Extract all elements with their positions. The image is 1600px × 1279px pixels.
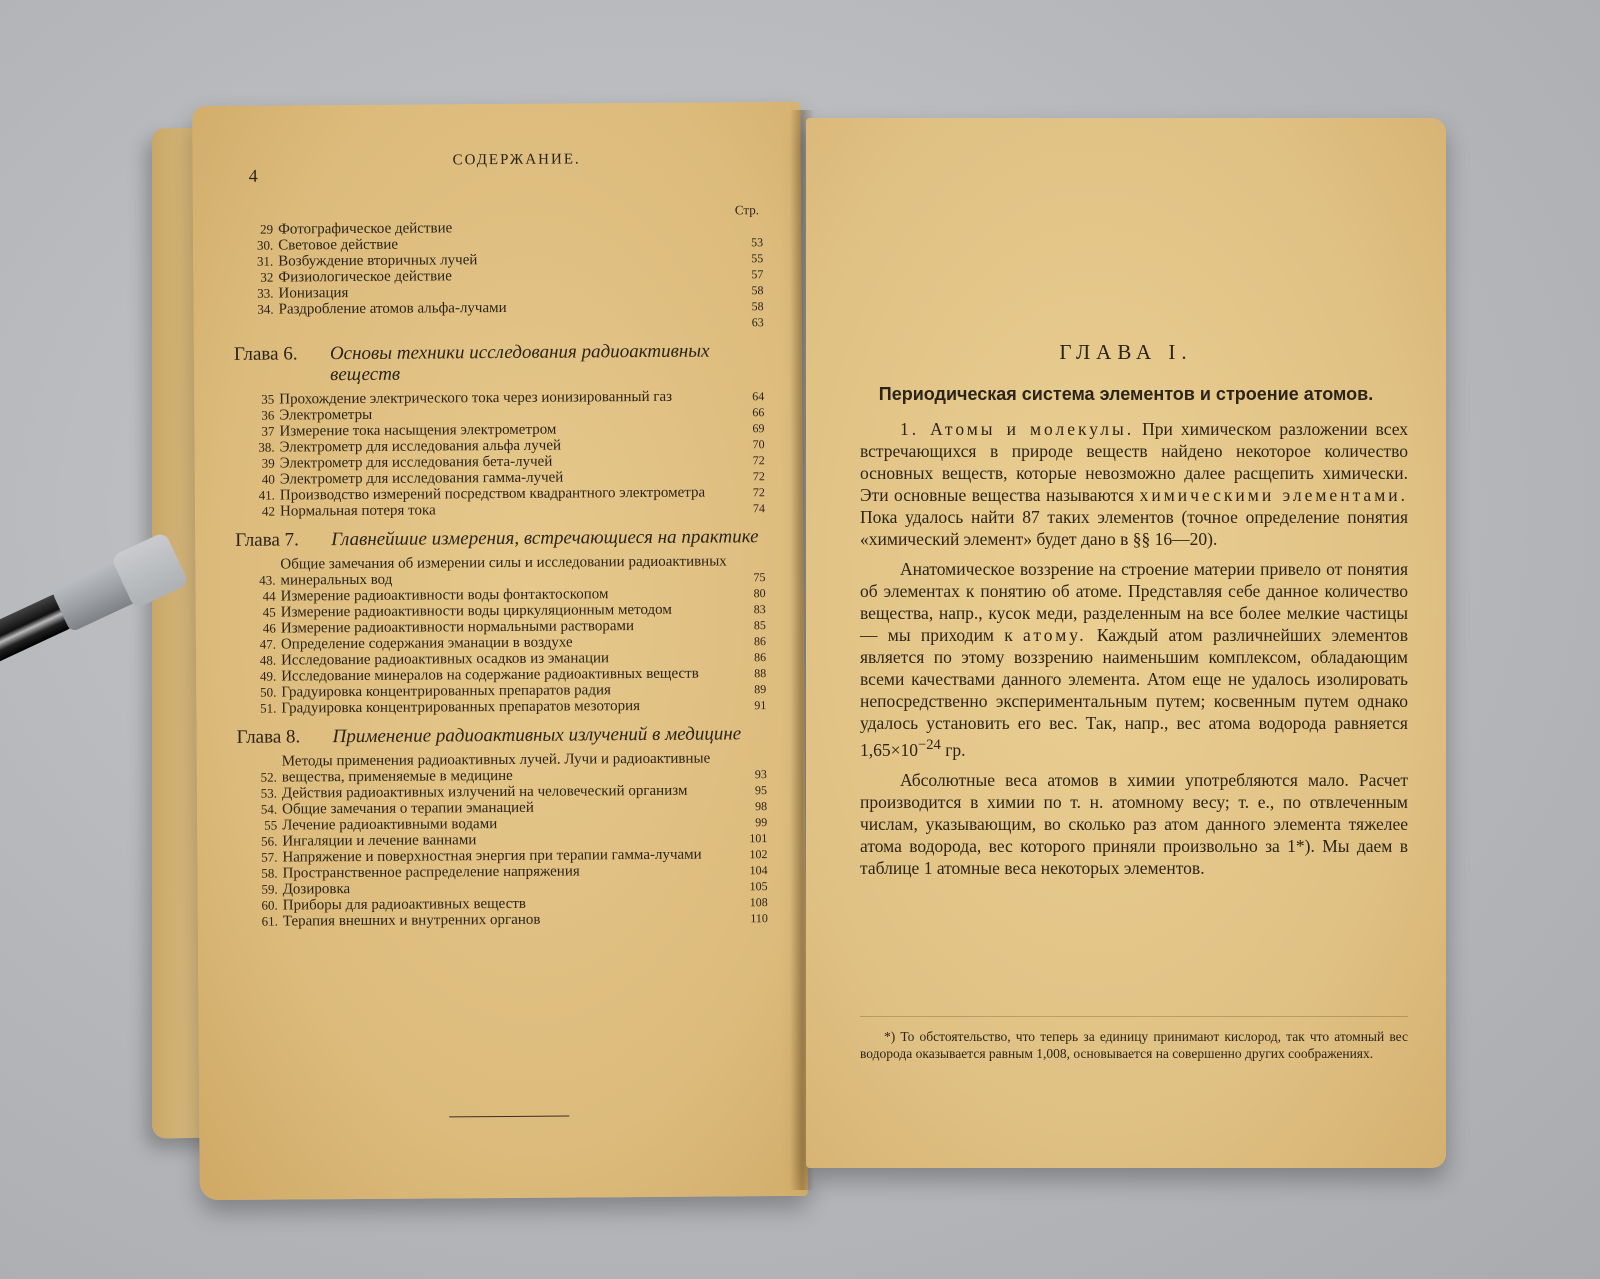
toc-item-title: Исследование радиоактивных осадков из эманации xyxy=(281,650,610,669)
toc-item-title: Общие замечания об измерении силы и исследовании радиоактивных минеральных вод xyxy=(280,553,727,589)
table-of-contents xyxy=(233,202,768,930)
toc-item-number: 31. xyxy=(256,253,274,269)
toc-item-number: 61. xyxy=(261,913,278,929)
toc-item-page: 72 xyxy=(752,469,765,484)
toc-item xyxy=(238,910,768,930)
toc-item-page: 70 xyxy=(752,437,765,452)
toc-item-page: 99 xyxy=(755,815,768,830)
toc-item-title: Измерение радиоактивности воды циркуляционным методом xyxy=(280,601,672,621)
toc-item xyxy=(237,750,767,786)
toc-item-number: 47. xyxy=(259,636,276,652)
toc-item-number: 34. xyxy=(257,301,274,317)
toc-item-title: Приборы для радиоактивных веществ xyxy=(282,895,527,914)
toc-item-title: Прохождение электрического тока через ионизированный газ xyxy=(279,388,673,408)
toc-item-title: Градуировка концентрированных препаратов радия xyxy=(281,682,611,701)
toc-item-number: 40 xyxy=(261,471,275,487)
toc-item-title: Раздробление атомов альфа-лучами xyxy=(278,299,507,318)
toc-item xyxy=(235,500,765,520)
toc-item-title: Физиологическое действие xyxy=(278,268,452,286)
toc-item-page: 110 xyxy=(750,911,768,926)
toc-item-title: Электрометр для исследования альфа лучей xyxy=(279,437,562,456)
page-column-label: Стр. xyxy=(734,202,759,218)
paragraph-1: 1. Атомы и молекулы. При химическом разложении всех встречающихся в природе веществ найдено некоторое количество основных веществ, которые невозможно далее расщепить химически. Эти основные вещества называются химическими элементами. Пока удалось найти 87 таких элементов (точное определение понятия «химический элемент» будет дано в §§ 16—20). xyxy=(860,419,1409,549)
toc-item-page: 95 xyxy=(754,783,768,798)
right-page xyxy=(806,118,1446,1168)
toc-item-title: Действия радиоактивных излучений на человеческий организм xyxy=(281,782,688,802)
toc-item-number: 49. xyxy=(259,668,277,684)
page-number: 4 xyxy=(248,165,258,186)
toc-item-number: 44 xyxy=(262,588,276,604)
section-title: Периодическая система элементов и строение атомов. xyxy=(878,384,1374,404)
toc-item-page: 72 xyxy=(752,485,765,500)
toc-item-title: Нормальная потеря тока xyxy=(279,502,436,520)
toc-chapter xyxy=(235,526,765,551)
toc-chapter xyxy=(234,340,764,386)
toc-item-number: 46 xyxy=(262,620,276,636)
toc-item-title: Дозировка xyxy=(282,881,351,898)
toc-item-number: 30. xyxy=(256,237,274,253)
toc-item-number: 38. xyxy=(258,439,275,455)
toc-item-title: Ингаляции и лечение ваннами xyxy=(282,832,477,850)
toc-item-page: 75 xyxy=(753,570,766,585)
toc-item-title: Измерение радиоактивности воды фонтактоскопом xyxy=(280,586,609,605)
toc-item-page: 74 xyxy=(752,501,766,516)
running-head: СОДЕРЖАНИЕ. xyxy=(452,151,581,169)
footnote: *) То обстоятельство, что теперь за единицу принимают кислород, так что атомный вес водорода оказывается равным 1,008, основывается на совершенно других соображениях. xyxy=(860,1029,1408,1061)
paragraph-2: Анатомическое воззрение на строение материи привело от понятия об элементах к понятию об атоме. Представляя себе данное количество вещества, напр., кусок меди, разделенным на все более мелкие частицы — мы приходим к атому. Каждый атом различнейших элементов является по этому воззрению наименьшим комплексом, обладающим всеми качествами данного элемента. Атом еще не удалось изолировать непосредственно экспериментальным путем; косвенным путем однако удалось установить его вес. Так, напр., вес атома водорода равняется $1,65\times 10^{-24}$ гр. xyxy=(860,559,1409,760)
toc-item-page: 86 xyxy=(754,650,767,665)
toc-item-number: 35 xyxy=(261,391,275,407)
toc-item-title: Методы применения радиоактивных лучей. Лучи и радиоактивные вещества, применяемые в медицине xyxy=(281,750,711,786)
body-text xyxy=(860,418,1408,887)
toc-item-number: 52. xyxy=(260,769,277,785)
footnote-rule xyxy=(860,1016,1408,1017)
toc-item-title: Производство измерений посредством квадрантного электрометра xyxy=(279,484,706,504)
chapter-label: Глава 8. xyxy=(236,726,301,748)
toc-item-page: 86 xyxy=(753,634,766,649)
chapter-label: Глава 7. xyxy=(235,529,299,551)
toc-item-title: Градуировка концентрированных препаратов мезотория xyxy=(281,698,641,717)
toc-item-number: 32 xyxy=(260,269,274,285)
toc-item-number: 29 xyxy=(259,221,274,237)
toc-item-title: Электрометры xyxy=(279,406,373,424)
toc-item-page: 63 xyxy=(751,315,764,330)
toc-item-page: 91 xyxy=(754,698,767,713)
toc-item-number: 42 xyxy=(261,503,276,519)
toc-item-number: 43. xyxy=(259,572,276,588)
toc-item-page: 72 xyxy=(752,453,765,468)
toc-item-title xyxy=(279,330,736,333)
toc-item-title: Световое действие xyxy=(278,236,399,254)
toc-item xyxy=(236,697,766,717)
toc-item-page: 104 xyxy=(749,863,768,878)
toc-item-number: 55 xyxy=(264,817,278,833)
left-page xyxy=(192,102,808,1200)
chapter-label: Глава 6. xyxy=(233,343,298,365)
toc-item-title: Измерение радиоактивности нормальными растворами xyxy=(280,618,635,637)
toc-item-number: 60. xyxy=(261,897,278,913)
toc-item-title: Фотографическое действие xyxy=(277,220,453,238)
toc-item-page: 66 xyxy=(752,405,765,420)
toc-item-number: 48. xyxy=(259,652,277,668)
toc-item-page: 80 xyxy=(753,586,766,601)
toc-item-page: 101 xyxy=(749,831,768,846)
toc-item-number: 58. xyxy=(261,865,278,881)
toc-item-number: 53. xyxy=(260,785,278,801)
closing-rule xyxy=(449,1116,569,1118)
toc-item-page: 93 xyxy=(754,767,767,782)
toc-item-number: 50. xyxy=(259,684,277,700)
toc-item-page: 55 xyxy=(751,251,764,266)
chapter-heading: ГЛАВА I. xyxy=(1059,340,1193,364)
toc-item-page: 98 xyxy=(755,799,768,814)
chapter-title: Основы техники исследования радиоактивных веществ xyxy=(329,340,710,386)
toc-item-page: 64 xyxy=(752,389,765,404)
toc-item-page: 57 xyxy=(751,267,764,282)
toc-item-page: 85 xyxy=(753,618,766,633)
toc-item-title: Терапия внешних и внутренних органов xyxy=(282,911,541,930)
toc-item-title: Пространственное распределение напряжения xyxy=(282,863,580,882)
toc-item-number: 33. xyxy=(257,285,274,301)
toc-item-page: 88 xyxy=(754,666,767,681)
toc-item-title: Измерение тока насыщения электрометром xyxy=(279,421,557,440)
toc-item-title: Электрометр для исследования бета-лучей xyxy=(279,453,553,472)
toc-item-page: 58 xyxy=(751,283,764,298)
toc-item-page: 69 xyxy=(752,421,765,436)
toc-item-page: 108 xyxy=(749,895,768,910)
toc-item-title: Возбуждение вторичных лучей xyxy=(278,252,478,270)
toc-item-title: Ионизация xyxy=(278,285,349,302)
toc-item-number: 54. xyxy=(260,801,278,817)
toc-item-page: 89 xyxy=(754,682,767,697)
toc-item-page: 83 xyxy=(753,602,766,617)
paragraph-lead: 1. Атомы и молекулы. xyxy=(900,419,1135,439)
toc-item-number: 45 xyxy=(262,604,276,620)
toc-item-title: Исследование минералов на содержание радиоактивных веществ xyxy=(281,665,699,685)
toc-item-number: 59. xyxy=(261,881,278,897)
toc-item-page: 102 xyxy=(749,847,768,862)
paragraph-3: Абсолютные веса атомов в химии употребляются мало. Расчет производится в химии по т. н. атомному весу; т. е., по отвлеченным числам, указывающим, во сколько раз атом данного элемента тяжелее атома водорода, вес которого приняли произвольно за 1*). Мы даем в таблице 1 атомные веса некоторых элементов. xyxy=(860,769,1408,878)
toc-item-number: 56. xyxy=(261,833,278,849)
toc-item-number: 41. xyxy=(258,487,275,503)
toc-item-title: Электрометр для исследования гамма-лучей xyxy=(279,469,564,488)
toc-item-number: 36 xyxy=(261,407,275,423)
toc-item-page: 53 xyxy=(751,235,764,250)
toc-item-number: 37 xyxy=(261,423,275,439)
toc-item-number: 39 xyxy=(261,455,275,471)
toc-item-page: 105 xyxy=(749,879,768,894)
toc-item-title: Общие замечания о терапии эманацией xyxy=(282,799,534,818)
toc-item-title: Определение содержания эманации в воздухе xyxy=(280,634,573,653)
toc-item-page: 58 xyxy=(751,299,764,314)
chapter-title: Применение радиоактивных излучений в медицине xyxy=(332,723,742,748)
toc-item-title: Лечение радиоактивными водами xyxy=(282,816,498,834)
chapter-title: Главнейшие измерения, встречающиеся на практике xyxy=(331,526,759,551)
toc-item xyxy=(235,553,765,589)
toc-item-number: 57. xyxy=(261,849,278,865)
toc-item-number: 51. xyxy=(260,700,277,716)
toc-item-title: Напряжение и поверхностная энергия при терапии гамма-лучами xyxy=(282,846,702,866)
toc-chapter xyxy=(237,723,767,748)
